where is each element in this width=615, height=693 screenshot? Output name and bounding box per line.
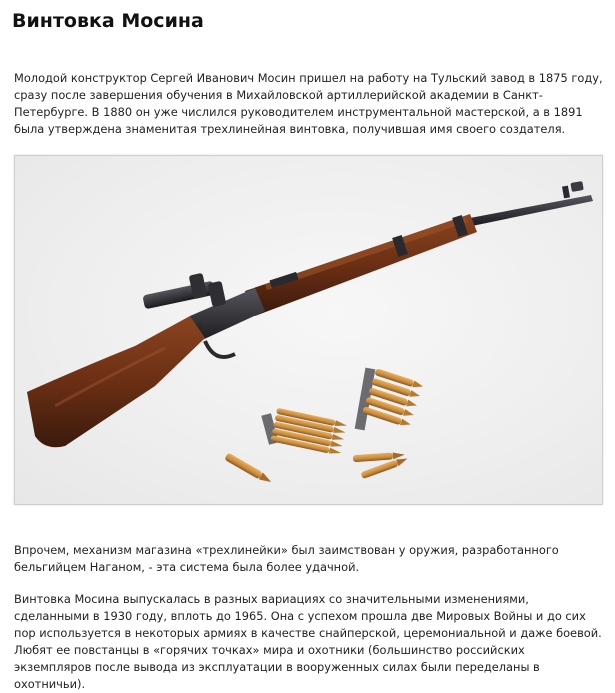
- rifle-trigger-guard: [205, 341, 235, 357]
- paragraph-magazine: Впрочем, механизм магазина «трехлинейки» был заимствован у оружия, разработанного бельгийцем Наганом, - эта система была более удачной.: [14, 543, 559, 574]
- paragraph-history: Молодой конструктор Сергей Иванович Мосин пришел на работу на Тульский завод в 1875 году, сразу после завершения обучения в Михайловской артиллерийской академии в Санкт-Петербурге. В 1880 он уже числился руководителем инструментальной мастерской, а в 1891 была утверждена знаменитая трехлинейная винтовка, получившая имя своего создателя.: [14, 71, 603, 136]
- article-title: Винтовка Мосина: [12, 10, 204, 32]
- paragraph-production: Винтовка Мосина выпускалась в разных вариациях со значительными изменениями, сделанными в 1930 году, вплоть до 1965. Она с успехом прошла две Мировых Войны и до сих пор используется в некоторых армиях в качестве снайперской, церемониальной и даже боевой. Любят ее повстанцы в «горячих точках» мира и охотники (большинство российских экземпляров после вывода из эксплуатации в вооруженных силах были переделаны в охотничьи).: [14, 592, 602, 691]
- ammo-clip-left: [261, 408, 347, 456]
- ammo-clip-right: [355, 368, 424, 431]
- rifle-scope: [142, 273, 226, 310]
- rifle-illustration: [15, 156, 602, 504]
- rifle-forend: [245, 214, 477, 316]
- loose-cartridges-right: [353, 452, 409, 479]
- rifle-photo: [14, 155, 603, 505]
- rifle-barrel: [470, 181, 593, 226]
- loose-cartridge-left: [224, 453, 273, 486]
- rifle-stock: [27, 316, 205, 447]
